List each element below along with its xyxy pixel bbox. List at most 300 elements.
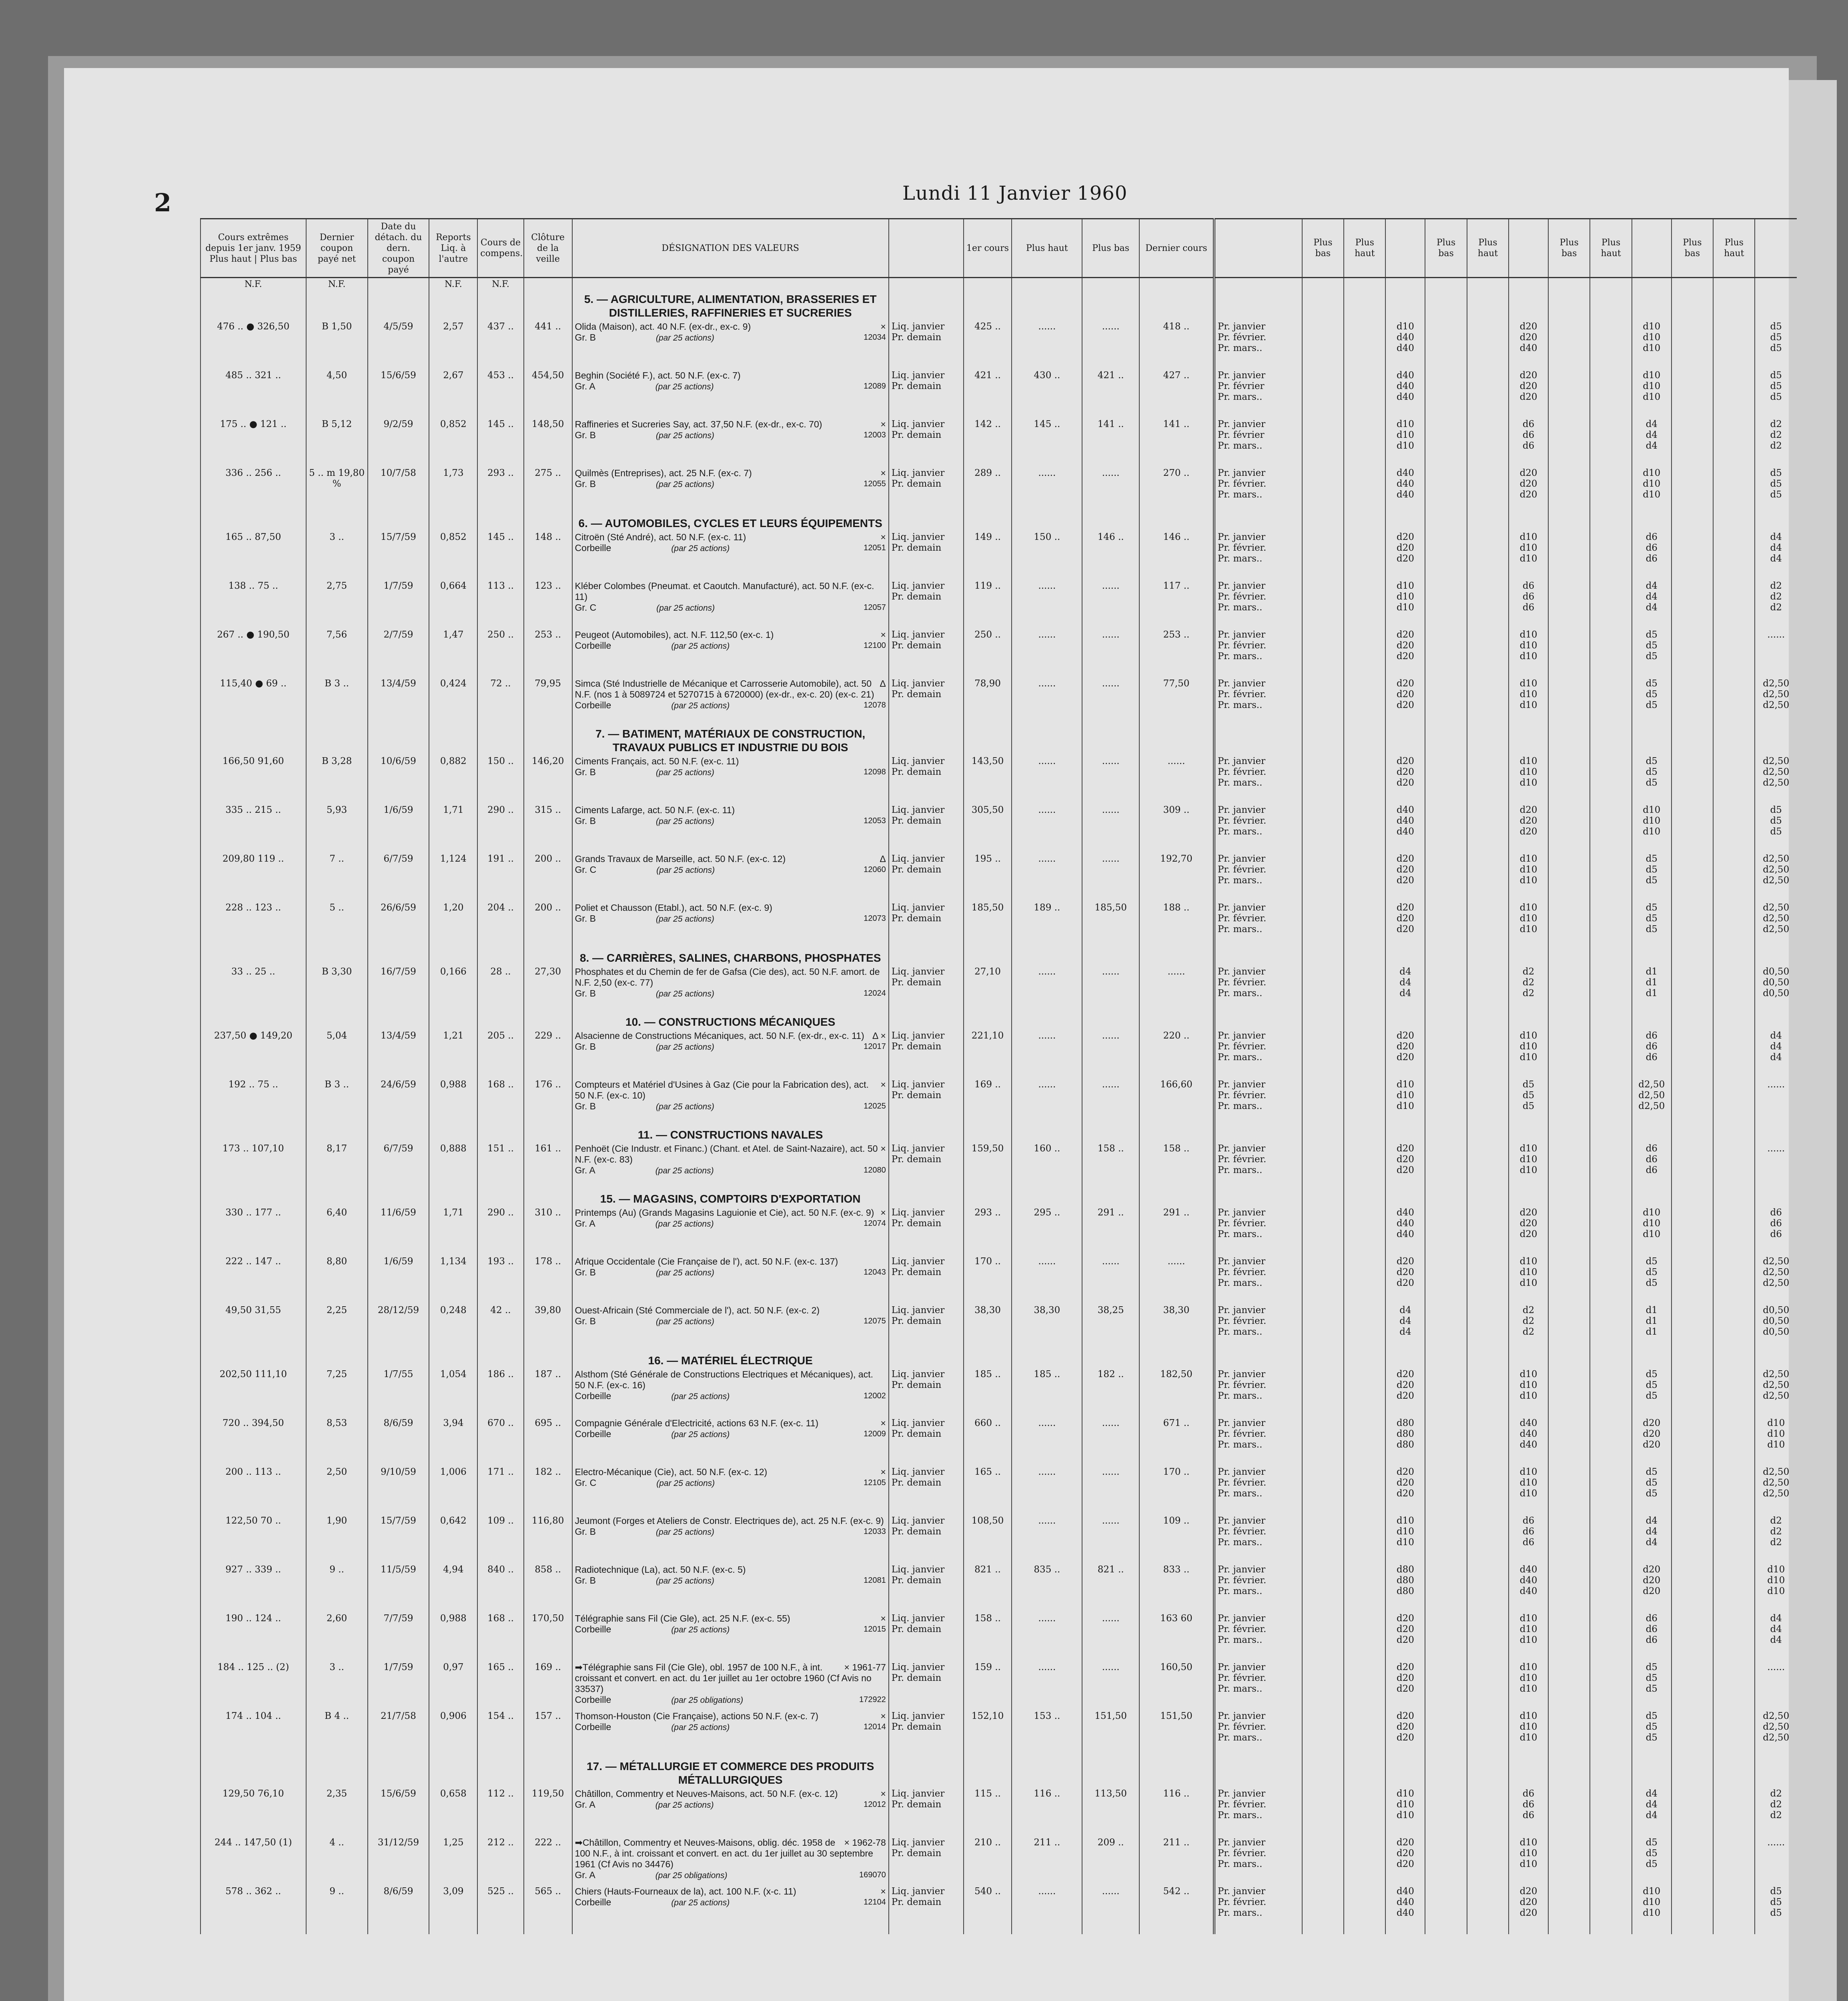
empty-cell <box>200 1127 306 1143</box>
cours-extremes: 33 .. 25 .. <box>200 966 306 1015</box>
prime-plus-haut-1 <box>1344 1564 1385 1612</box>
empty-cell <box>524 1353 572 1368</box>
empty-cell <box>368 1759 429 1788</box>
prime-plus-haut-1 <box>1344 1885 1385 1934</box>
cours-compens: 168 .. <box>477 1079 523 1127</box>
stock-group: Gr. B <box>575 1575 596 1586</box>
empty-cell <box>1344 516 1385 531</box>
premier-cours: 250 .. <box>964 629 1012 678</box>
plus-bas: 821 .. <box>1082 1564 1139 1612</box>
prime-plus-bas-2 <box>1425 1612 1467 1661</box>
designation-cell <box>572 321 889 369</box>
prime-plus-haut-2 <box>1467 678 1509 726</box>
stock-group: Gr. B <box>575 1101 596 1111</box>
stock-row <box>200 1515 1797 1564</box>
dernier-cours: 170 .. <box>1139 1466 1214 1515</box>
stock-name-text: Raffineries et Sucreries Say, act. 37,50 N.F. (ex-dr., ex-c. 70) <box>575 419 822 429</box>
empty-cell <box>1713 1353 1755 1368</box>
empty-cell <box>964 1191 1012 1207</box>
empty-cell <box>1548 726 1590 755</box>
plus-haut: ...... <box>1012 1466 1082 1515</box>
stock-name-text: Châtillon, Commentry et Neuves-Maisons, act. 50 N.F. (ex-c. 12) <box>575 1788 838 1799</box>
prime-dont-4: d5 d5 d5 <box>1755 369 1797 418</box>
dernier-coupon: 2,75 <box>306 580 368 629</box>
cloture-veille: 146,20 <box>524 755 572 804</box>
empty-cell <box>1012 1191 1082 1207</box>
prime-plus-bas-3 <box>1548 1710 1590 1759</box>
prime-plus-bas-1 <box>1302 1564 1344 1612</box>
plus-haut: ...... <box>1012 1885 1082 1934</box>
prime-dont-1: d10 d10 d10 <box>1385 1788 1425 1837</box>
empty-cell <box>1214 726 1302 755</box>
empty-cell <box>1425 950 1467 966</box>
prime-plus-haut-2 <box>1467 1837 1509 1885</box>
prime-plus-haut-4 <box>1713 1564 1755 1612</box>
prime-plus-bas-4 <box>1672 369 1713 418</box>
liquidation-label: Liq. janvier Pr. demain <box>889 1417 964 1466</box>
stock-group-line <box>575 767 886 778</box>
prime-plus-bas-4 <box>1672 531 1713 580</box>
empty-cell <box>1139 1127 1214 1143</box>
unit-nf: N.F. <box>306 278 368 292</box>
prime-dont-2: d10 d10 d10 <box>1509 1661 1548 1710</box>
stock-code: 169070 <box>859 1871 886 1879</box>
dernier-cours: 182,50 <box>1139 1368 1214 1417</box>
plus-bas: ...... <box>1082 629 1139 678</box>
stock-group-line <box>575 1694 886 1706</box>
header-dernier-coupon: Dernier coupon payé net <box>306 219 368 278</box>
dernier-cours: ...... <box>1139 755 1214 804</box>
empty-cell <box>1214 1127 1302 1143</box>
prime-plus-bas-1 <box>1302 418 1344 467</box>
prime-dont-3: d5 d5 d5 <box>1632 1710 1672 1759</box>
empty-cell <box>368 1127 429 1143</box>
plus-bas: ...... <box>1082 321 1139 369</box>
stock-group: Gr. A <box>575 1218 595 1229</box>
stock-name <box>575 1207 886 1218</box>
designation-cell <box>572 418 889 467</box>
empty-cell <box>1302 1759 1344 1788</box>
plus-bas: 209 .. <box>1082 1837 1139 1885</box>
prime-dont-3: d4 d4 d4 <box>1632 1515 1672 1564</box>
stock-row <box>200 1837 1797 1885</box>
stock-code: 12053 <box>864 816 886 825</box>
prime-dont-3: d5 d5 d5 <box>1632 902 1672 950</box>
prime-plus-haut-4 <box>1713 1304 1755 1353</box>
prime-dont-1: d20 d20 d20 <box>1385 1710 1425 1759</box>
premier-cours: 425 .. <box>964 321 1012 369</box>
empty-cell <box>1548 950 1590 966</box>
prime-plus-haut-3 <box>1590 418 1632 467</box>
stock-name <box>575 581 886 602</box>
empty-cell <box>1139 1191 1214 1207</box>
prime-plus-bas-4 <box>1672 1143 1713 1191</box>
empty-cell <box>1467 1353 1509 1368</box>
empty-cell <box>889 1353 964 1368</box>
dernier-cours: 253 .. <box>1139 629 1214 678</box>
prime-plus-bas-3 <box>1548 1788 1590 1837</box>
plus-haut: 189 .. <box>1012 902 1082 950</box>
section-title: 15. — MAGASINS, COMPTOIRS D'EXPORTATION <box>572 1191 889 1207</box>
stock-group-line <box>575 1575 886 1586</box>
prime-plus-bas-1 <box>1302 966 1344 1015</box>
prime-plus-haut-1 <box>1344 531 1385 580</box>
dernier-cours: 117 .. <box>1139 580 1214 629</box>
stock-group-line <box>575 1218 886 1229</box>
date-detachement: 28/12/59 <box>368 1304 429 1353</box>
prime-plus-bas-4 <box>1672 1710 1713 1759</box>
stock-group: Gr. C <box>575 864 597 875</box>
prime-plus-haut-4 <box>1713 467 1755 516</box>
prime-dont-2: d40 d40 d40 <box>1509 1564 1548 1612</box>
prime-plus-haut-4 <box>1713 1466 1755 1515</box>
prime-plus-bas-3 <box>1548 629 1590 678</box>
stock-code: 12075 <box>864 1317 886 1325</box>
prime-plus-haut-3 <box>1590 1837 1632 1885</box>
prime-dont-3: d5 d5 d5 <box>1632 629 1672 678</box>
prime-dont-4: d2,50 d2,50 d2,50 <box>1755 678 1797 726</box>
stock-note: (par 25 actions) <box>656 604 715 613</box>
empty-cell <box>964 950 1012 966</box>
date-detachement: 24/6/59 <box>368 1079 429 1127</box>
prime-plus-haut-3 <box>1590 1079 1632 1127</box>
stock-name <box>575 1886 886 1897</box>
header-premier-cours: 1er cours <box>964 219 1012 278</box>
dernier-coupon: 4 .. <box>306 1837 368 1885</box>
cours-compens: 112 .. <box>477 1788 523 1837</box>
empty-cell <box>1755 1759 1797 1788</box>
cours-compens: 437 .. <box>477 321 523 369</box>
prime-dont-1: d10 d10 d10 <box>1385 1079 1425 1127</box>
prime-plus-haut-3 <box>1590 531 1632 580</box>
empty-cell <box>964 726 1012 755</box>
prime-plus-bas-3 <box>1548 1304 1590 1353</box>
cours-compens: 290 .. <box>477 1207 523 1255</box>
dernier-cours: 211 .. <box>1139 1837 1214 1885</box>
reports: 1,71 <box>429 804 477 853</box>
stock-mark: × <box>880 1207 886 1218</box>
prime-plus-haut-4 <box>1713 1079 1755 1127</box>
stock-group-line <box>575 381 886 392</box>
plus-bas: ...... <box>1082 966 1139 1015</box>
prime-plus-haut-1 <box>1344 418 1385 467</box>
header-date-detach: Date du détach. du dern. coupon payé <box>368 219 429 278</box>
dernier-coupon: 8,53 <box>306 1417 368 1466</box>
cours-extremes: 927 .. 339 .. <box>200 1564 306 1612</box>
empty-cell <box>200 1353 306 1368</box>
stock-name-text: ➡Télégraphie sans Fil (Cie Gle), obl. 1957 de 100 N.F., à int. croissant et convert. en act. du 1er juillet au 1er octobre 1960 (Cf Avis no 33537) <box>575 1662 872 1694</box>
date-detachement: 11/5/59 <box>368 1564 429 1612</box>
stock-row <box>200 531 1797 580</box>
cours-extremes: 476 .. ● 326,50 <box>200 321 306 369</box>
prime-dont-3: d6 d6 d6 <box>1632 1030 1672 1079</box>
premier-cours: 27,10 <box>964 966 1012 1015</box>
empty-cell <box>1632 1015 1672 1030</box>
stock-name <box>575 321 886 332</box>
header-primes <box>1214 219 1302 278</box>
stock-group: Corbeille <box>575 543 611 553</box>
stock-code: 12073 <box>864 914 886 923</box>
empty-cell <box>200 292 306 321</box>
header-reports: Reports Liq. à l'autre <box>429 219 477 278</box>
plus-haut: 430 .. <box>1012 369 1082 418</box>
liquidation-label: Liq. janvier Pr. demain <box>889 1612 964 1661</box>
empty-cell <box>524 1127 572 1143</box>
prime-dont-3: d6 d6 d6 <box>1632 1612 1672 1661</box>
cours-compens: 72 .. <box>477 678 523 726</box>
header-plus-haut-3: Plus haut <box>1590 219 1632 278</box>
plus-bas: 158 .. <box>1082 1143 1139 1191</box>
prime-dont-3: d4 d4 d4 <box>1632 580 1672 629</box>
cours-extremes: 330 .. 177 .. <box>200 1207 306 1255</box>
plus-bas: 113,50 <box>1082 1788 1139 1837</box>
stock-group: Gr. B <box>575 767 596 777</box>
empty-cell <box>200 1015 306 1030</box>
liquidation-label: Liq. janvier Pr. demain <box>889 1255 964 1304</box>
primes-echeances: Pr. janvier Pr. février. Pr. mars.. <box>1214 1612 1302 1661</box>
empty-cell <box>1755 1127 1797 1143</box>
dernier-coupon: 6,40 <box>306 1207 368 1255</box>
prime-dont-4: d2 d2 d2 <box>1755 1515 1797 1564</box>
section-heading-row <box>200 1015 1797 1030</box>
stock-group: Corbeille <box>575 1694 611 1705</box>
date-detachement: 16/7/59 <box>368 966 429 1015</box>
prime-plus-haut-1 <box>1344 369 1385 418</box>
prime-plus-bas-1 <box>1302 1788 1344 1837</box>
empty-cell <box>524 1191 572 1207</box>
cours-extremes: 485 .. 321 .. <box>200 369 306 418</box>
dernier-coupon: B 3,28 <box>306 755 368 804</box>
plus-bas: 38,25 <box>1082 1304 1139 1353</box>
empty-cell <box>1509 1191 1548 1207</box>
prime-plus-bas-1 <box>1302 1255 1344 1304</box>
dernier-cours: ...... <box>1139 966 1214 1015</box>
liquidation-label: Liq. janvier Pr. demain <box>889 1030 964 1079</box>
prime-plus-bas-4 <box>1672 1837 1713 1885</box>
prime-dont-2: d10 d10 d10 <box>1509 1143 1548 1191</box>
stock-note: (par 25 actions) <box>671 642 730 651</box>
prime-plus-haut-3 <box>1590 1368 1632 1417</box>
header-dont-1 <box>1385 219 1425 278</box>
units-row <box>200 278 1797 292</box>
plus-bas: ...... <box>1082 853 1139 902</box>
primes-echeances: Pr. janvier Pr. février. Pr. mars.. <box>1214 1466 1302 1515</box>
prime-dont-1: d20 d20 d20 <box>1385 531 1425 580</box>
empty-cell <box>1302 726 1344 755</box>
liquidation-label: Liq. janvier Pr. demain <box>889 1207 964 1255</box>
prime-plus-bas-1 <box>1302 804 1344 853</box>
premier-cours: 159,50 <box>964 1143 1012 1191</box>
liquidation-label: Liq. janvier Pr. demain <box>889 531 964 580</box>
prime-plus-bas-4 <box>1672 1661 1713 1710</box>
empty-cell <box>1509 292 1548 321</box>
date-detachement: 1/7/55 <box>368 1368 429 1417</box>
empty-cell <box>1302 1353 1344 1368</box>
stock-mark: × <box>880 1418 886 1428</box>
stock-group: Corbeille <box>575 1722 611 1732</box>
plus-haut: ...... <box>1012 678 1082 726</box>
empty-cell <box>889 1759 964 1788</box>
stock-code: 12012 <box>864 1800 886 1809</box>
prime-plus-bas-2 <box>1425 804 1467 853</box>
empty-cell <box>889 1015 964 1030</box>
stock-note: (par 25 actions) <box>655 1576 714 1586</box>
prime-plus-bas-1 <box>1302 1207 1344 1255</box>
empty-cell <box>429 1759 477 1788</box>
cloture-veille: 441 .. <box>524 321 572 369</box>
empty-cell <box>1344 1127 1385 1143</box>
plus-haut: 150 .. <box>1012 531 1082 580</box>
prime-plus-haut-4 <box>1713 1837 1755 1885</box>
prime-plus-bas-4 <box>1672 1207 1713 1255</box>
liquidation-label: Liq. janvier Pr. demain <box>889 418 964 467</box>
prime-dont-4: d2,50 d2,50 d2,50 <box>1755 1710 1797 1759</box>
prime-plus-haut-1 <box>1344 1515 1385 1564</box>
prime-plus-bas-3 <box>1548 1564 1590 1612</box>
prime-dont-3: d10 d10 d10 <box>1632 1885 1672 1934</box>
prime-plus-haut-4 <box>1713 580 1755 629</box>
section-title: 16. — MATÉRIEL ÉLECTRIQUE <box>572 1353 889 1368</box>
prime-plus-haut-4 <box>1713 804 1755 853</box>
section-heading-row <box>200 1353 1797 1368</box>
stock-group: Gr. B <box>575 1041 596 1052</box>
stock-row <box>200 853 1797 902</box>
empty-cell <box>1385 516 1425 531</box>
empty-cell <box>1302 292 1344 321</box>
stock-note: (par 25 actions) <box>655 333 714 343</box>
prime-plus-bas-2 <box>1425 531 1467 580</box>
prime-plus-bas-3 <box>1548 853 1590 902</box>
prime-dont-1: d20 d20 d20 <box>1385 1030 1425 1079</box>
reports: 0,882 <box>429 755 477 804</box>
plus-haut: 295 .. <box>1012 1207 1082 1255</box>
liquidation-label: Liq. janvier Pr. demain <box>889 966 964 1015</box>
liquidation-label: Liq. janvier Pr. demain <box>889 1661 964 1710</box>
stock-row <box>200 629 1797 678</box>
stock-group-line <box>575 700 886 711</box>
dernier-cours: 192,70 <box>1139 853 1214 902</box>
prime-plus-haut-1 <box>1344 1079 1385 1127</box>
empty-cell <box>1082 1015 1139 1030</box>
empty-cell <box>1139 726 1214 755</box>
date-detachement: 21/7/58 <box>368 1710 429 1759</box>
cloture-veille: 182 .. <box>524 1466 572 1515</box>
stock-mark: × <box>880 1711 886 1721</box>
prime-plus-haut-1 <box>1344 1255 1385 1304</box>
section-heading-row <box>200 292 1797 321</box>
prime-plus-haut-3 <box>1590 1612 1632 1661</box>
stock-name-text: Penhoët (Cie Industr. et Financ.) (Chant. et Atel. de Saint-Nazaire), act. 50 N.F. (ex-c. 83) <box>575 1143 878 1165</box>
stock-row <box>200 1417 1797 1466</box>
prime-plus-haut-3 <box>1590 1466 1632 1515</box>
reports: 1,124 <box>429 853 477 902</box>
empty-cell <box>477 1191 523 1207</box>
prime-plus-haut-1 <box>1344 966 1385 1015</box>
prime-plus-haut-4 <box>1713 1885 1755 1934</box>
plus-bas: ...... <box>1082 580 1139 629</box>
prime-plus-bas-2 <box>1425 1417 1467 1466</box>
prime-plus-bas-4 <box>1672 629 1713 678</box>
stock-name <box>575 532 886 543</box>
prime-dont-2: d10 d10 d10 <box>1509 1255 1548 1304</box>
dernier-coupon: 2,60 <box>306 1612 368 1661</box>
empty-cell <box>964 1127 1012 1143</box>
cours-extremes: 267 .. ● 190,50 <box>200 629 306 678</box>
empty-cell <box>1467 1759 1509 1788</box>
stock-name-text: Compteurs et Matériel d'Usines à Gaz (Cie pour la Fabrication des), act. 50 N.F. (ex-c. 10) <box>575 1079 869 1101</box>
stock-code: 12060 <box>864 865 886 874</box>
prime-plus-haut-4 <box>1713 755 1755 804</box>
prime-plus-bas-1 <box>1302 1079 1344 1127</box>
stock-group: Gr. A <box>575 381 595 391</box>
primes-echeances: Pr. janvier Pr. février. Pr. mars.. <box>1214 1885 1302 1934</box>
liquidation-label: Liq. janvier Pr. demain <box>889 1304 964 1353</box>
dernier-cours: 188 .. <box>1139 902 1214 950</box>
prime-dont-3: d5 d5 d5 <box>1632 1466 1672 1515</box>
stock-group-line <box>575 1041 886 1053</box>
stock-group-line <box>575 1478 886 1489</box>
empty-cell <box>1344 950 1385 966</box>
prime-plus-haut-4 <box>1713 531 1755 580</box>
prime-dont-1: d20 d20 d20 <box>1385 1466 1425 1515</box>
empty-cell <box>477 516 523 531</box>
prime-plus-haut-4 <box>1713 966 1755 1015</box>
stock-note: (par 25 actions) <box>671 1430 730 1439</box>
section-title: 7. — BATIMENT, MATÉRIAUX DE CONSTRUCTION, TRAVAUX PUBLICS ET INDUSTRIE DU BOIS <box>572 726 889 755</box>
cours-extremes: 228 .. 123 .. <box>200 902 306 950</box>
date-detachement: 15/6/59 <box>368 369 429 418</box>
prime-dont-2: d10 d10 d10 <box>1509 902 1548 950</box>
plus-haut: 116 .. <box>1012 1788 1082 1837</box>
cours-extremes: 200 .. 113 .. <box>200 1466 306 1515</box>
stock-mark: × <box>880 630 886 640</box>
empty-cell <box>1548 1015 1590 1030</box>
dernier-coupon: 8,80 <box>306 1255 368 1304</box>
prime-plus-haut-2 <box>1467 1304 1509 1353</box>
prime-dont-3: d10 d10 d10 <box>1632 804 1672 853</box>
cours-compens: 293 .. <box>477 467 523 516</box>
empty-cell <box>1344 292 1385 321</box>
stock-code: 12100 <box>864 641 886 650</box>
premier-cours: 159 .. <box>964 1661 1012 1710</box>
empty-cell <box>1012 1015 1082 1030</box>
prime-plus-haut-1 <box>1344 1661 1385 1710</box>
empty-cell <box>1139 1015 1214 1030</box>
dernier-cours: 109 .. <box>1139 1515 1214 1564</box>
cours-extremes: 122,50 70 .. <box>200 1515 306 1564</box>
prime-plus-bas-4 <box>1672 1612 1713 1661</box>
empty-cell <box>1755 1015 1797 1030</box>
prime-plus-bas-1 <box>1302 1304 1344 1353</box>
prime-plus-bas-3 <box>1548 755 1590 804</box>
cours-extremes: 184 .. 125 .. (2) <box>200 1661 306 1710</box>
reports: 0,988 <box>429 1612 477 1661</box>
prime-dont-2: d20 d20 d20 <box>1509 369 1548 418</box>
prime-plus-bas-3 <box>1548 369 1590 418</box>
stock-group: Gr. B <box>575 816 596 826</box>
premier-cours: 38,30 <box>964 1304 1012 1353</box>
cloture-veille: 200 .. <box>524 902 572 950</box>
reports: 1,71 <box>429 1207 477 1255</box>
dernier-coupon: 3 .. <box>306 1661 368 1710</box>
prime-plus-bas-1 <box>1302 531 1344 580</box>
stock-code: 12104 <box>864 1898 886 1907</box>
stock-name-text: Jeumont (Forges et Ateliers de Constr. Electriques de), act. 25 N.F. (ex-c. 9) <box>575 1516 884 1526</box>
section-title: 17. — MÉTALLURGIE ET COMMERCE DES PRODUITS MÉTALLURGIQUES <box>572 1759 889 1788</box>
stock-group: Corbeille <box>575 1429 611 1439</box>
empty-cell <box>1509 726 1548 755</box>
prime-plus-haut-3 <box>1590 580 1632 629</box>
